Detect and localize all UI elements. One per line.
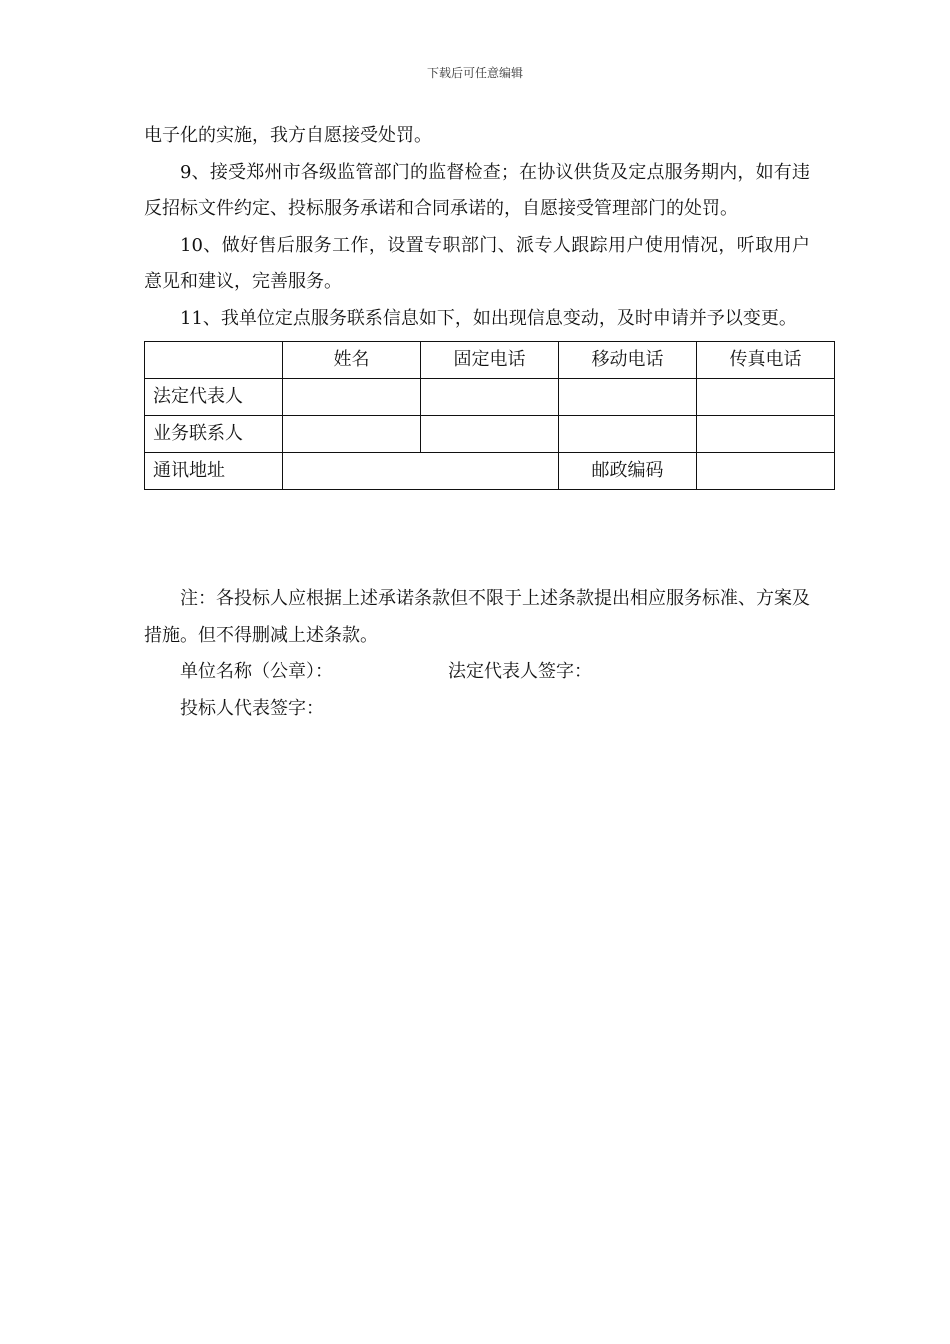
paragraph-penalty-continuation: 电子化的实施，我方自愿接受处罚。	[144, 125, 432, 146]
table-row	[145, 379, 835, 416]
signature-line-unit	[144, 654, 810, 691]
table-row	[145, 416, 835, 453]
table-cell-postcode-value[interactable]	[697, 453, 835, 490]
table-cell-empty[interactable]	[697, 416, 835, 453]
legal-rep-signature-label: 法定代表人签字：	[448, 661, 592, 682]
table-cell-empty[interactable]	[421, 416, 559, 453]
table-header-name: 姓名	[283, 342, 421, 379]
table-cell-empty[interactable]	[283, 379, 421, 416]
paragraph-note: 注：各投标人应根据上述承诺条款但不限于上述条款提出相应服务标准、方案及措施。但不得删减上述条款。	[144, 588, 810, 646]
table-cell-empty[interactable]	[697, 379, 835, 416]
table-header-cell	[145, 342, 283, 379]
paragraph-item-10: 10、做好售后服务工作，设置专职部门、派专人跟踪用户使用情况，听取用户意见和建议，完善服务。	[144, 234, 810, 292]
row-label-legal-rep: 法定代表人	[145, 379, 283, 416]
page-header: 下载后可任意编辑	[426, 66, 523, 80]
table-header-row	[145, 342, 835, 379]
paragraph-item-9: 9、接受郑州市各级监管部门的监督检查；在协议供货及定点服务期内，如有违反招标文件约定、投标服务承诺和合同承诺的，自愿接受管理部门的处罚。	[144, 161, 810, 219]
table-cell-empty[interactable]	[283, 416, 421, 453]
table-header-landline: 固定电话	[421, 342, 559, 379]
signature-line-bidder: 投标人代表签字：	[180, 697, 324, 719]
table-cell-empty[interactable]	[559, 416, 697, 453]
document-body	[144, 118, 810, 727]
unit-name-label: 单位名称（公章）：	[180, 661, 333, 682]
table-cell-empty[interactable]	[421, 379, 559, 416]
blank-space	[144, 490, 810, 581]
table-cell-address-value[interactable]	[283, 453, 559, 490]
table-header-fax: 传真电话	[697, 342, 835, 379]
row-label-postcode: 邮政编码	[559, 453, 697, 490]
paragraph-item-11: 11、我单位定点服务联系信息如下，如出现信息变动，及时申请并予以变更。	[180, 307, 797, 329]
table-header-mobile: 移动电话	[559, 342, 697, 379]
table-row	[145, 453, 835, 490]
contact-info-table	[144, 341, 835, 490]
row-label-address: 通讯地址	[145, 453, 283, 490]
table-cell-empty[interactable]	[559, 379, 697, 416]
row-label-business-contact: 业务联系人	[145, 416, 283, 453]
